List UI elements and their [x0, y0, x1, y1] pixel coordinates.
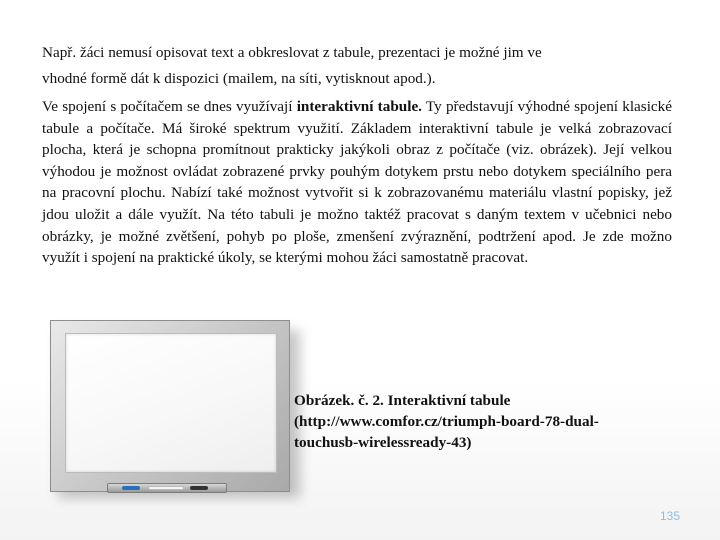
pen-tray — [107, 483, 227, 493]
paragraph-2-body: Ty představují výhodné spojení klasické tabule a počítače. Má široké spektrum využití. Základem interaktivní tabule je velká zobrazovací plocha, která je schopna promítnout prakticky jakýkoli obraz z počítače (viz. obrázek). Její velkou výhodou je možnost ovládat zobrazené prvky pouhým dotykem prstu nebo dotykem speciálního pera na pracovní plochu. Nabízí také možnost vytvořit si k zobrazovanému materiálu vlastní popisky, jež jdou uložit a dále využít. Na této tabuli je možno taktéž pracovat s daným textem v učebnici nebo obrázky, je možné zvětšení, pohyb po ploše, zmenšení zvýraznění, podtržení apod. Je zde možno využít i spojení na praktické úkoly, se kterými mohou žáci samostatně pracovat. — [42, 98, 672, 267]
figure-caption — [294, 390, 684, 453]
caption-line-3: touchusb-wirelessready-43) — [294, 434, 472, 451]
paragraph-2 — [42, 96, 672, 269]
body-text — [42, 40, 672, 269]
pen-icon — [190, 486, 208, 490]
whiteboard-image — [48, 318, 302, 502]
paragraph-1-line-1: Např. žáci nemusí opisovat text a obkreslovat z tabule, prezentaci je možné jim ve — [42, 44, 542, 61]
paragraph-1-line-2: vhodné formě dát k dispozici (mailem, na síti, vytisknout apod.). — [42, 70, 436, 87]
paragraph-1 — [42, 40, 672, 92]
caption-line-2: (http://www.comfor.cz/triumph-board-78-dual- — [294, 413, 599, 430]
paragraph-2-lead: Ve spojení s počítačem se dnes využívají — [42, 98, 297, 115]
whiteboard-frame — [50, 320, 290, 492]
pen-icon — [122, 486, 140, 490]
page-number: 135 — [659, 509, 680, 523]
paragraph-2-bold-term: interaktivní tabule. — [296, 98, 422, 115]
whiteboard-surface — [65, 333, 277, 473]
caption-line-1: Obrázek. č. 2. Interaktivní tabule — [294, 392, 511, 409]
eraser-icon — [148, 486, 184, 490]
